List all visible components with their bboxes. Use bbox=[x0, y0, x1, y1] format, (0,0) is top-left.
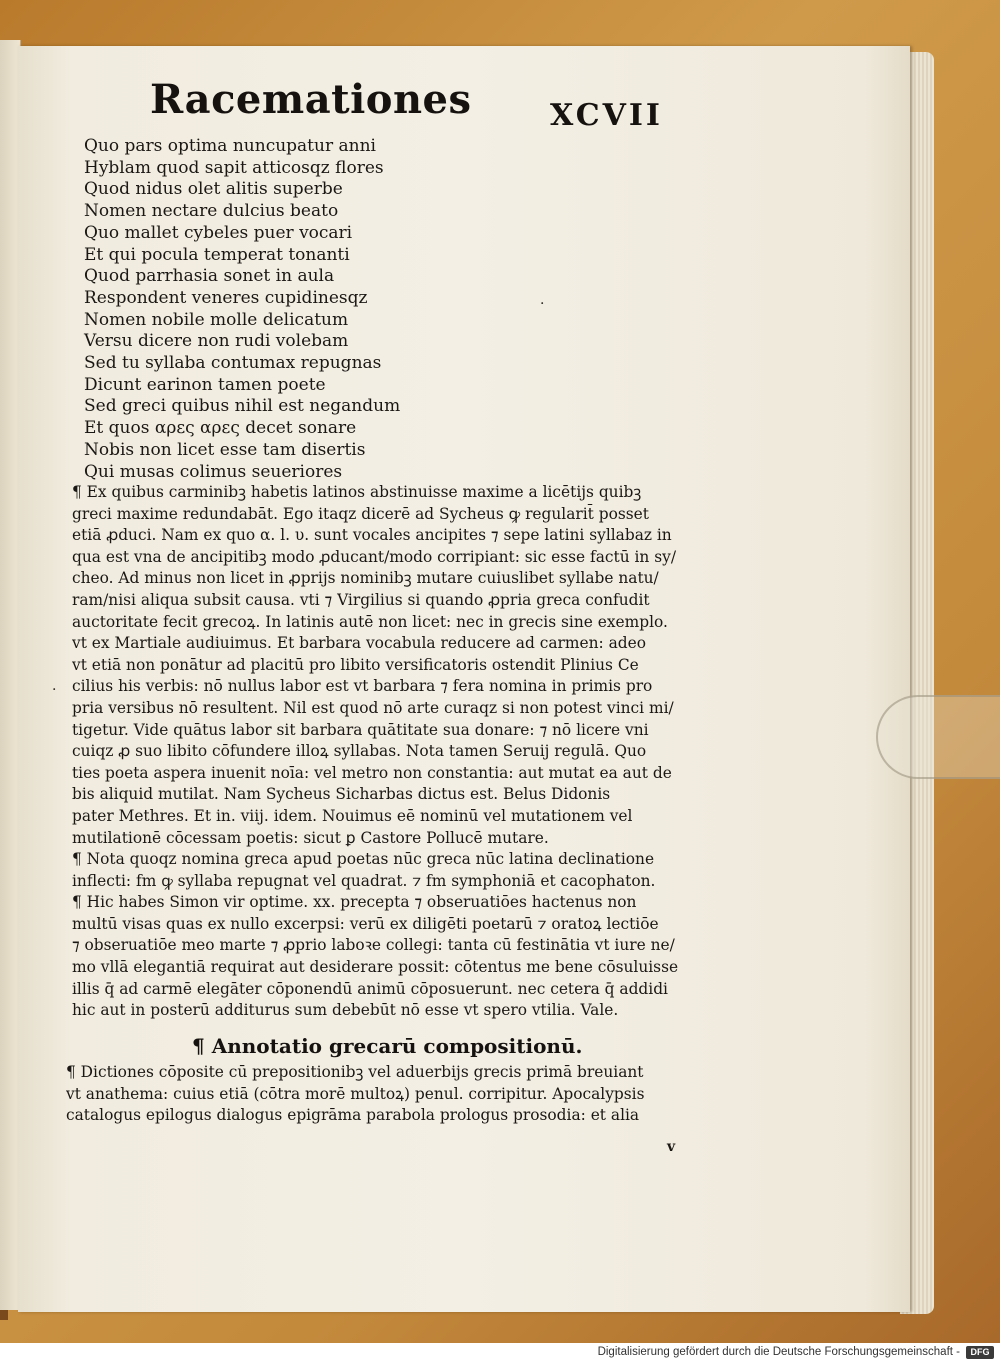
prose-line: pater Methres. Et in. viij. idem. Nouimus eē nominū vel mutationem vel bbox=[72, 806, 633, 825]
prose-line: hic aut in posterū additurus sum debebūt nō esse vt spero vtilia. Vale. bbox=[72, 1001, 619, 1020]
prose-line: cilius his verbis: nō nullus labor est vt barbara ⁊ fera nomina in primis pro bbox=[72, 677, 653, 696]
verse-line: Quo pars optima nuncupatur anni bbox=[84, 136, 376, 156]
prose-line: mutilationē cōcessam poetis: sicut ꝑ Castore Pollucē mutare. bbox=[72, 828, 549, 847]
verse-line: Et quos αρες αρες decet sonare bbox=[84, 418, 357, 439]
prose-line: etiā ꝓduci. Nam ex quo α. l. υ. sunt vocales ancipites ⁊ sepe latini syllabaz in bbox=[72, 526, 672, 545]
prose-line: ¶ Hic habes Simon vir optime. xx. precepta ⁊ obseruatiōes hactenus non bbox=[72, 893, 637, 912]
verse-line: Quod parrhasia sonet in aula bbox=[84, 266, 335, 287]
prose-block bbox=[72, 482, 748, 1022]
prose-line: inflecti: fm ꝙ syllaba repugnat vel quadrat. ⁊ fm symphoniā et cacophaton. bbox=[72, 871, 656, 890]
footer-bar bbox=[0, 1343, 1000, 1363]
verse-line: Nobis non licet esse tam disertis bbox=[84, 439, 366, 460]
margin-dot: · bbox=[540, 296, 545, 312]
prose-line: tigetur. Vide quātus labor sit barbara quātitate sua donare: ⁊ nō licere vni bbox=[72, 720, 649, 739]
prose-line: ¶ Dictiones cōposite cū prepositionibꝫ vel aduerbijs grecis primā breuiant bbox=[66, 1063, 644, 1081]
prose-line: cheo. Ad minus non licet in ꝓprijs nominibꝫ mutare cuiuslibet syllabe natu/ bbox=[72, 569, 659, 588]
prose-line: catalogus epilogus dialogus epigrāma parabola prologus prosodia: et alia bbox=[66, 1106, 640, 1125]
verse-line: Quod nidus olet alitis superbe bbox=[84, 179, 343, 200]
prose-line: vt etiā non ponātur ad placitū pro libito versificatoris ostendit Plinius Ce bbox=[72, 655, 639, 674]
prose-line: ¶ Ex quibus carminibꝫ habetis latinos abstinuisse maxime a licētijs quibꝫ bbox=[72, 483, 642, 501]
verse-line: Respondent veneres cupidinesqz bbox=[84, 287, 368, 308]
verse-line: Quo mallet cybeles puer vocari bbox=[84, 222, 353, 243]
signature-mark: v bbox=[667, 1139, 676, 1155]
dfg-logo-icon: DFG bbox=[966, 1346, 994, 1359]
verse-line: Hyblam quod sapit atticosqz flores bbox=[84, 157, 384, 178]
prose-block-annotatio bbox=[66, 1062, 742, 1127]
prose-line: ¶ Nota quoqz nomina greca apud poetas nūc greca nūc latina declinatione bbox=[72, 850, 655, 869]
prose-line: illis q̄ ad carmē elegāter cōponendū animū cōposuerunt. nec cetera q̄ addidi bbox=[72, 979, 668, 998]
folio-number: XCVII bbox=[550, 98, 663, 133]
verse-line: Dicunt earinon tamen poete bbox=[84, 374, 326, 395]
prose-line: mo vllā elegantiā requirat aut desiderare possit: cōtentus me bene cōsuluisse bbox=[72, 958, 679, 977]
footer-credit: Digitalisierung gefördert durch die Deutsche Forschungsgemeinschaft - bbox=[597, 1346, 960, 1358]
prose-line: vt ex Martiale audiuimus. Et barbara vocabula reducere ad carmen: adeo bbox=[72, 634, 646, 653]
running-title: Racemationes bbox=[150, 76, 472, 123]
verse-line: Qui musas colimus seueriores bbox=[84, 461, 343, 482]
verse-block bbox=[84, 136, 444, 483]
verse-line: Nomen nectare dulcius beato bbox=[84, 201, 339, 222]
verse-line: Et qui pocula temperat tonanti bbox=[84, 244, 350, 265]
margin-dot: · bbox=[52, 682, 57, 698]
prose-line: multū visas quas ex nullo excerpsi: verū ex diligēti poetarū ⁊ oratoꝝ lectiōe bbox=[72, 914, 659, 933]
section-heading: ¶ Annotatio grecarū compositionū. bbox=[192, 1034, 583, 1058]
prose-line: greci maxime redundabāt. Ego itaqz dicerē ad Sycheus ꝙ regularit̄ posset bbox=[72, 504, 649, 523]
prose-line: cuiqz ꝓ suo libito cōfundere illoꝝ syllabas. Nota tamen Seruij regulā. Quo bbox=[72, 742, 647, 761]
verse-line: Versu dicere non rudi volebam bbox=[84, 331, 349, 352]
prose-line: ⁊ obseruatiōe meo marte ⁊ ꝓprio laboꝛe collegi: tanta cū festinātia vt iure ne/ bbox=[72, 936, 675, 955]
verse-line: Sed greci quibus nihil est negandum bbox=[84, 396, 401, 417]
verse-line: Sed tu syllaba contumax repugnas bbox=[84, 353, 382, 374]
prose-line: qua est vna de ancipitibꝫ modo ꝓducant/modo corripiant: sic esse factū in sy/ bbox=[72, 547, 677, 566]
prose-line: ties poeta aspera inuenit noīa: vel metro non constantia: aut mutat ea aut de bbox=[72, 763, 672, 782]
prose-line: bis aliquid mutilat. Nam Sycheus Sicharbas dictus est. Belus Didonis bbox=[72, 785, 611, 804]
verse-line: Nomen nobile molle delicatum bbox=[84, 309, 349, 330]
page-clip bbox=[876, 695, 1000, 779]
prose-line: ram/nisi aliqua subsit causa. vti ⁊ Virgilius si quando ꝓpria greca confudit bbox=[72, 590, 650, 609]
prose-line: pria versibus nō resultent. Nil est quod nō arte curaqz si non potest vinci mi/ bbox=[72, 698, 674, 717]
prose-line: vt anathema: cuius etiā (cōtra morē multoꝝ) penul. corripitur. Apocalypsis bbox=[66, 1084, 645, 1103]
prose-line: auctoritate fecit grecoꝝ. In latinis autē non licet: nec in grecis sine exemplo. bbox=[72, 612, 668, 631]
